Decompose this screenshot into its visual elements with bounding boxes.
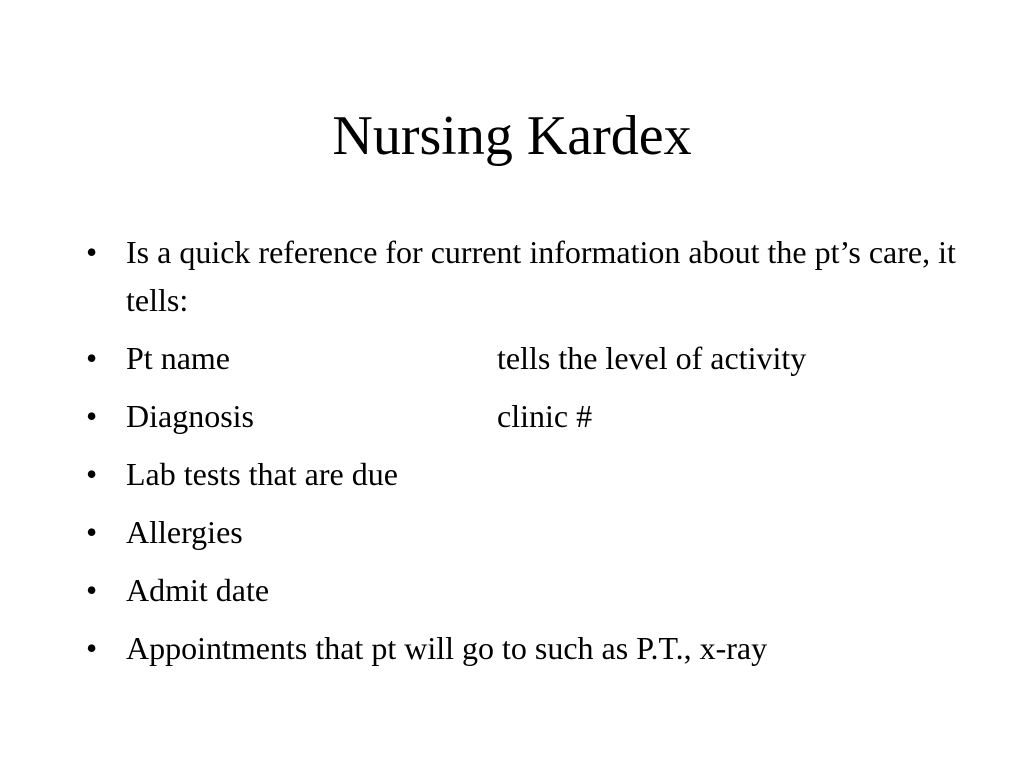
bullet-text: Lab tests that are due	[126, 456, 398, 492]
bullet-text: Allergies	[126, 514, 243, 550]
bullet-dot-icon: •	[86, 630, 98, 666]
bullet-item	[86, 566, 966, 614]
bullet-text: Appointments that pt will go to such as P.T., x-ray	[126, 630, 768, 666]
bullet-item	[86, 228, 966, 324]
bullet-dot-icon: •	[86, 340, 98, 376]
bullet-item	[86, 450, 966, 498]
bullet-item	[86, 624, 966, 672]
bullet-text-left: Pt name	[126, 340, 230, 376]
bullet-text: Admit date	[126, 572, 270, 608]
slide-title: Nursing Kardex	[332, 105, 692, 167]
bullet-dot-icon: •	[86, 398, 98, 434]
bullet-item	[86, 334, 966, 382]
bullet-text-left: Diagnosis	[126, 398, 254, 434]
bullet-text-right: clinic #	[497, 398, 593, 434]
bullet-text: Is a quick reference for current information about the pt’s care, it tells:	[126, 234, 956, 318]
bullet-text-right: tells the level of activity	[497, 340, 807, 376]
bullet-item	[86, 508, 966, 556]
bullet-item	[86, 392, 966, 440]
bullet-dot-icon: •	[86, 456, 98, 492]
bullet-dot-icon: •	[86, 572, 98, 608]
bullet-dot-icon: •	[86, 514, 98, 550]
bullet-dot-icon: •	[86, 234, 98, 270]
bullet-list	[86, 228, 966, 682]
